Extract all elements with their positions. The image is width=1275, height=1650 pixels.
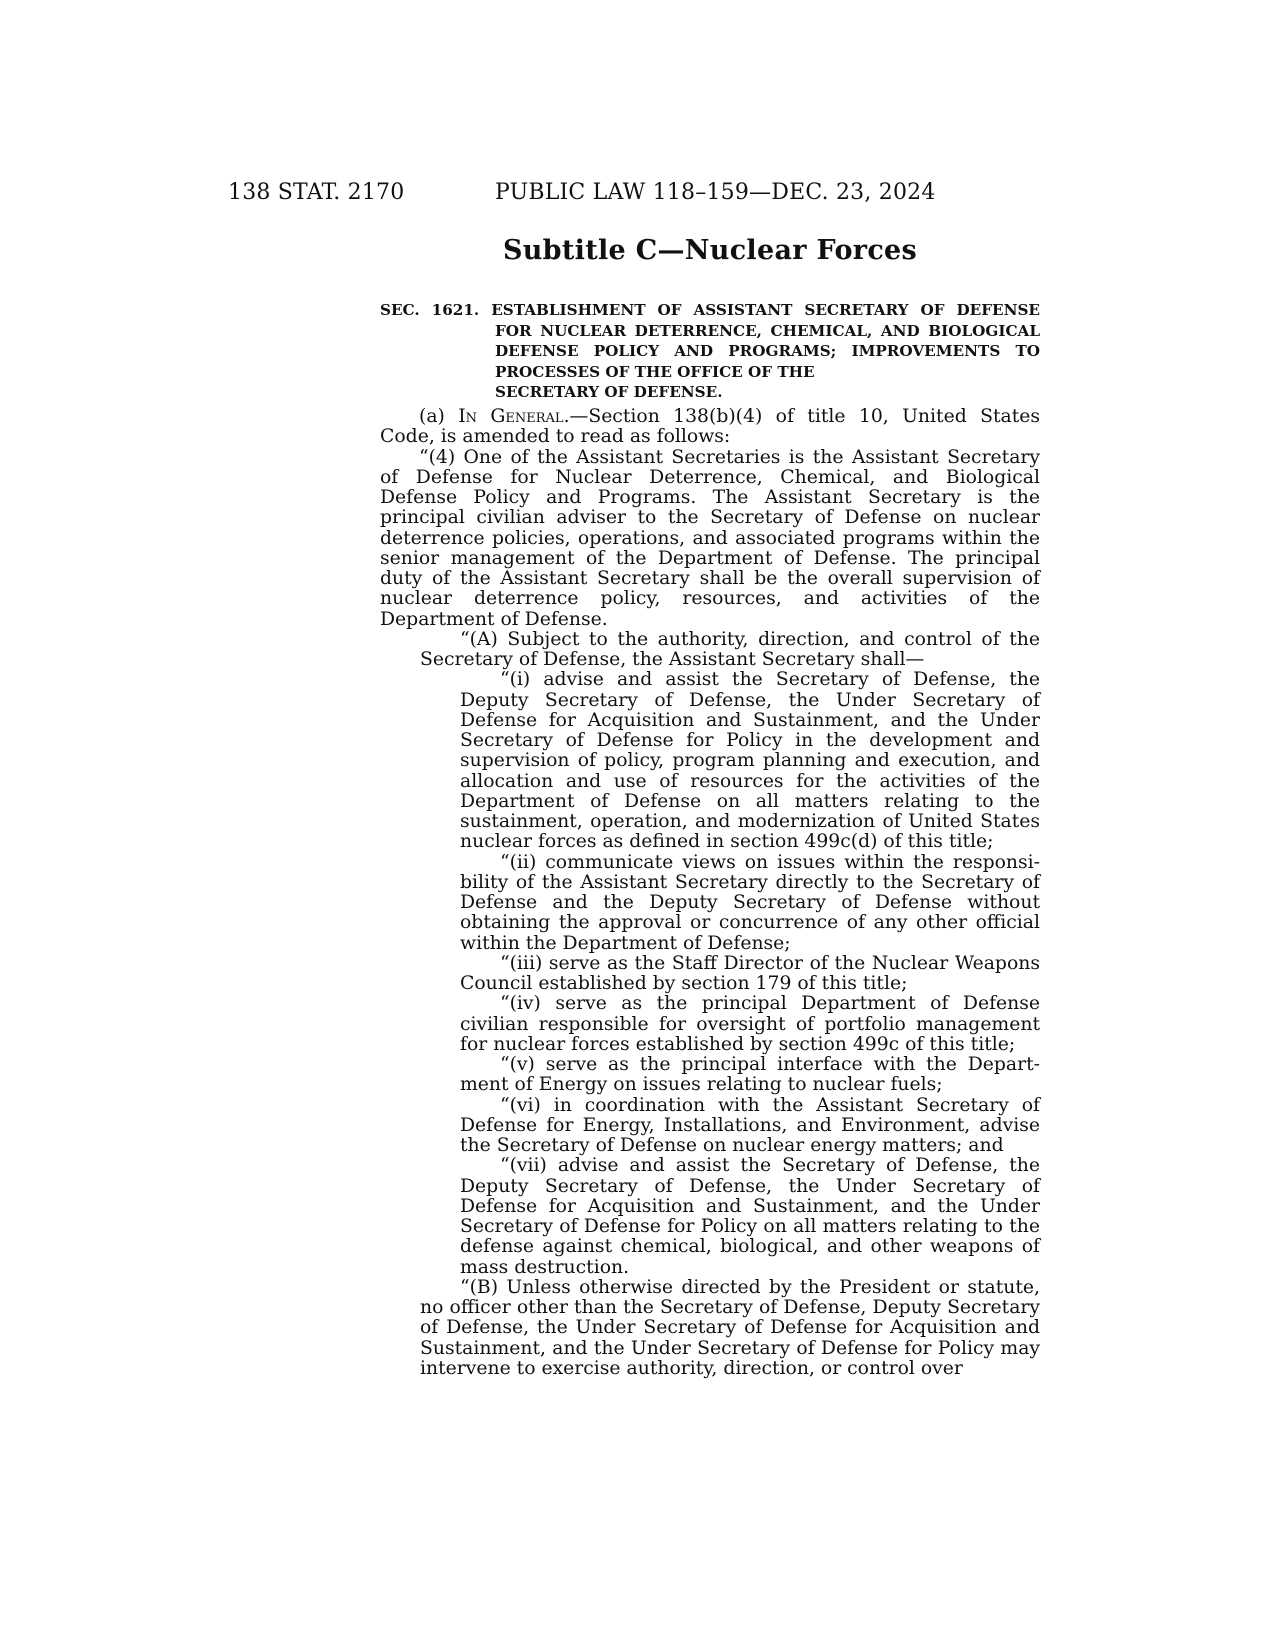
clause-iii: “(iii) serve as the Staff Director of the Nuclear Weapons Council established by section 179 of this title;: [460, 952, 1040, 994]
page-header: [228, 180, 1038, 210]
clause-vi: “(vi) in coordination with the Assistant Secretary of Defense for Energy, Installations, and Environment, advise the Secretary of Defense on nuclear energy matters; and: [460, 1094, 1040, 1156]
clause-vii: “(vii) advise and assist the Secretary of Defense, the Deputy Secretary of Defense, the Under Secretary of Defense for Acquisition and Sustainment, and the Under Secretary of Defense for Policy on all matters relating to the defense against chemical, biological, and other weapons of mass destruction.: [460, 1155, 1040, 1278]
clause-iv: “(iv) serve as the principal Department of Defense civilian responsible for oversight of portfolio management for nuclear forces established by section 499c of this title;: [460, 993, 1040, 1055]
section-heading-rest: FOR NUCLEAR DETERRENCE, CHEMICAL, AND BIOLOGICAL DEFENSE POLICY AND PROGRAMS; IMPROVEMENTS TO PROCESSES OF THE OFFICE OF THE: [495, 321, 1040, 381]
subparagraph-B: “(B) Unless otherwise directed by the President or statute, no officer other than the Secretary of Defense, Deputy Secretary of Defense, the Under Secretary of Defense for Acquisition and Sustainment, and the Under Secretary of Defense for Policy may intervene to exercise authority, direction, or control over: [420, 1276, 1040, 1379]
section-heading: [380, 300, 1040, 403]
subparagraph-A: “(A) Subject to the authority, direction, and control of the Secretary of Defense, the Assistant Secretary shall—: [420, 628, 1040, 670]
section-heading-lead: SEC. 1621. ESTABLISHMENT OF ASSISTANT SECRETARY OF DEFENSE: [380, 301, 1040, 319]
public-law-citation: PUBLIC LAW 118–159—DEC. 23, 2024: [495, 180, 936, 205]
section-body: [380, 407, 1040, 1379]
paragraph-a-label: (a): [419, 406, 459, 427]
subtitle-heading: Subtitle C—Nuclear Forces: [502, 235, 918, 266]
section-heading-continuation: [380, 321, 1040, 403]
section-heading-last: SECRETARY OF DEFENSE.: [495, 383, 723, 401]
clause-v: “(v) serve as the principal interface with the Depart-ment of Energy on issues relating to nuclear fuels;: [460, 1054, 1040, 1096]
paragraph-a: [380, 407, 1040, 448]
clause-ii: “(ii) communicate views on issues within the responsi-bility of the Assistant Secretary directly to the Secretary of Defense and the Deputy Secretary of Defense without obtaining the approval or concurrence of any other official within the Department of Defense;: [460, 851, 1040, 954]
paragraph-a-text: .—Section 138(b)(4) of title 10, United States Code, is amended to read as follows:: [380, 406, 1041, 448]
clause-i: “(i) advise and assist the Secretary of Defense, the Deputy Secretary of Defense, the Under Secretary of Defense for Acquisition and Sustainment, and the Under Secretary of Defense for Policy in the development and supervision of policy, program planning and execution, and allocation and use of resources for the activities of the Department of Defense on all matters relating to the sustainment, operation, and modernization of United States nuclear forces as defined in section 499c(d) of this title;: [460, 669, 1040, 853]
statute-page-number: 138 STAT. 2170: [228, 180, 405, 205]
paragraph-4: “(4) One of the Assistant Secretaries is the Assistant Secretary of Defense for Nuclear Deterrence, Chemical, and Biological Defense Policy and Programs. The Assistant Secretary is the principal civilian adviser to the Secretary of Defense on nuclear deterrence policies, operations, and associated programs within the senior management of the Department of Defense. The principal duty of the Assistant Secretary shall be the overall supervision of nuclear deterrence policy, resources, and activities of the Department of Defense.: [380, 446, 1040, 630]
paragraph-a-caption: In General: [458, 406, 564, 427]
